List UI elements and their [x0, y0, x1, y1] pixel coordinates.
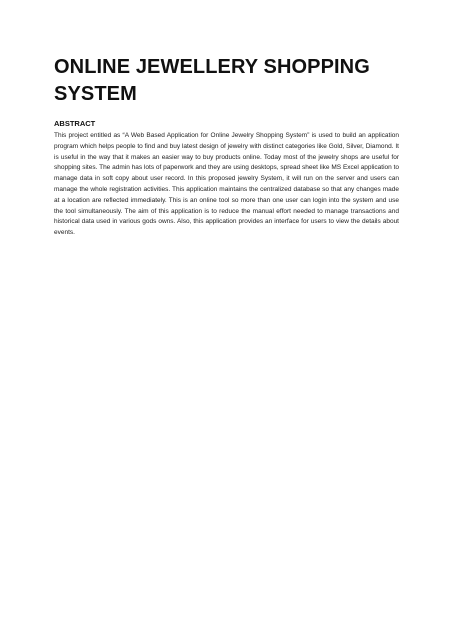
abstract-heading: ABSTRACT [54, 119, 96, 128]
document-title: ONLINE JEWELLERY SHOPPING SYSTEM [54, 56, 370, 105]
abstract-paragraph: This project entitled as “A Web Based Application for Online Jewelry Shopping System” is used to build an application program which helps people to find and buy latest design of jewelry with distinct categories like Gold, Silver, Diamond. It is useful in the way that it makes an easier way to buy products online. Today most of the jewelry shops are useful for shopping sites. The admin has lots of paperwork and they are using desktops, spread sheet like MS Excel application to manage data in soft copy about user record. In this proposed jewelry System, it will run on the server and users can manage the whole registration activities. This application maintains the centralized database so that any changes made at a location are reflected immediately. This is an online tool so more than one user can login into the system and use the tool simultaneously. The aim of this application is to reduce the manual effort needed to manage transactions and historical data used in various gods owns. Also, this application provides an interface for users to view the details about events. [54, 132, 399, 237]
